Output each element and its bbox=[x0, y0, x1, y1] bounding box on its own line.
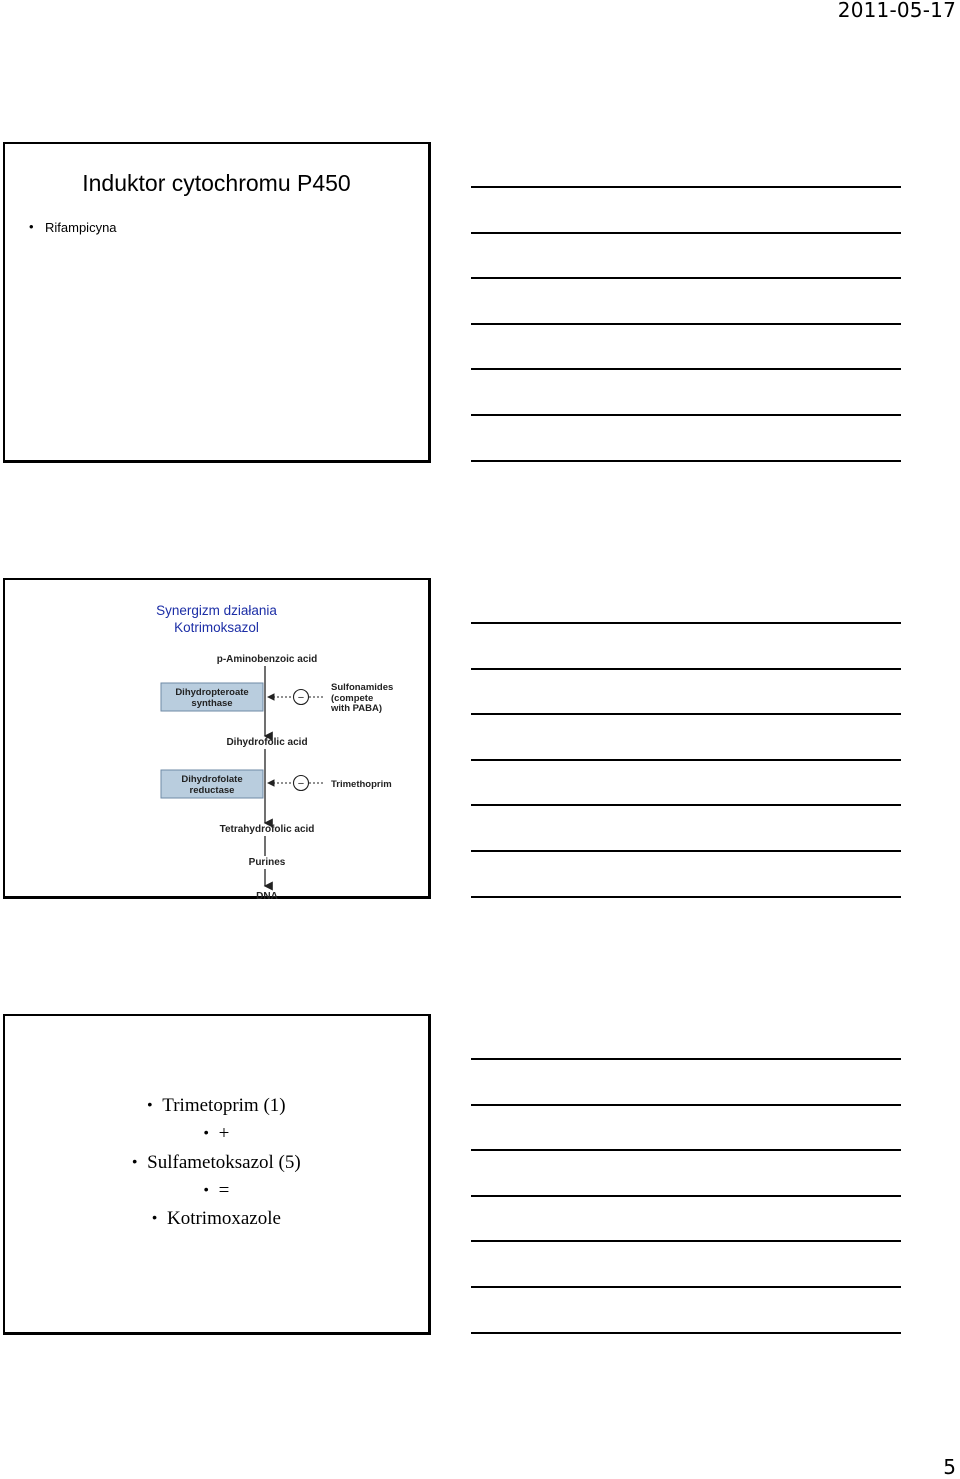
bullet-list bbox=[29, 220, 117, 235]
slide-2 bbox=[3, 578, 431, 902]
sulfonamides-note-1: (compete bbox=[331, 693, 374, 704]
note-line bbox=[471, 804, 901, 806]
bullet-item: • Trimetoprim (1) bbox=[5, 1092, 428, 1120]
enzyme-2-line-2: reductase bbox=[189, 785, 235, 796]
minus-sign: − bbox=[297, 692, 305, 704]
bullet-item: • Sulfametoksazol (5) bbox=[5, 1149, 428, 1177]
slide-3 bbox=[3, 1014, 431, 1335]
purines-label: Purines bbox=[248, 857, 286, 868]
note-line bbox=[471, 368, 901, 370]
enzyme-1-line-2: synthase bbox=[191, 698, 233, 709]
slide-1 bbox=[3, 142, 431, 463]
note-line bbox=[471, 232, 901, 234]
note-line bbox=[471, 713, 901, 715]
sulfonamides-note-2: with PABA) bbox=[331, 703, 383, 714]
trimethoprim-label: Trimethoprim bbox=[331, 779, 392, 790]
bullet-item: • = bbox=[5, 1177, 428, 1205]
note-line bbox=[471, 277, 901, 279]
bullet-item: • + bbox=[5, 1120, 428, 1148]
page-date: 2011-05-17 bbox=[837, 0, 956, 22]
paba-label: p-Aminobenzoic acid bbox=[216, 654, 318, 665]
folate-pathway-diagram bbox=[5, 580, 428, 902]
note-line bbox=[471, 186, 901, 188]
note-line bbox=[471, 1149, 901, 1151]
note-line bbox=[471, 460, 901, 462]
bullet-list bbox=[5, 1092, 428, 1233]
note-line bbox=[471, 896, 901, 898]
slide-title: Induktor cytochromu P450 bbox=[82, 170, 351, 196]
sulfonamides-label: Sulfonamides bbox=[331, 682, 394, 693]
dihydrofolic-acid-label: Dihydrofolic acid bbox=[226, 737, 308, 748]
note-line bbox=[471, 1240, 901, 1242]
note-line bbox=[471, 1332, 901, 1334]
note-line bbox=[471, 622, 901, 624]
note-line bbox=[471, 323, 901, 325]
note-line bbox=[471, 414, 901, 416]
tetrahydrofolic-acid-label: Tetrahydrofolic acid bbox=[219, 824, 315, 835]
enzyme-2-line-1: Dihydrofolate bbox=[181, 774, 243, 785]
enzyme-1-line-1: Dihydropteroate bbox=[175, 687, 249, 698]
page-number: 5 bbox=[943, 1455, 956, 1479]
note-line bbox=[471, 1058, 901, 1060]
note-line bbox=[471, 1195, 901, 1197]
title-line-1: Synergizm działania bbox=[156, 603, 277, 618]
note-line bbox=[471, 850, 901, 852]
note-line bbox=[471, 668, 901, 670]
bullet-item: • Rifampicyna bbox=[29, 220, 117, 235]
note-line bbox=[471, 759, 901, 761]
title-line-2: Kotrimoksazol bbox=[174, 620, 259, 635]
minus-sign: − bbox=[297, 778, 305, 790]
dna-label: DNA bbox=[256, 891, 278, 902]
bullet-item: • Kotrimoxazole bbox=[5, 1205, 428, 1233]
note-line bbox=[471, 1286, 901, 1288]
note-line bbox=[471, 1104, 901, 1106]
